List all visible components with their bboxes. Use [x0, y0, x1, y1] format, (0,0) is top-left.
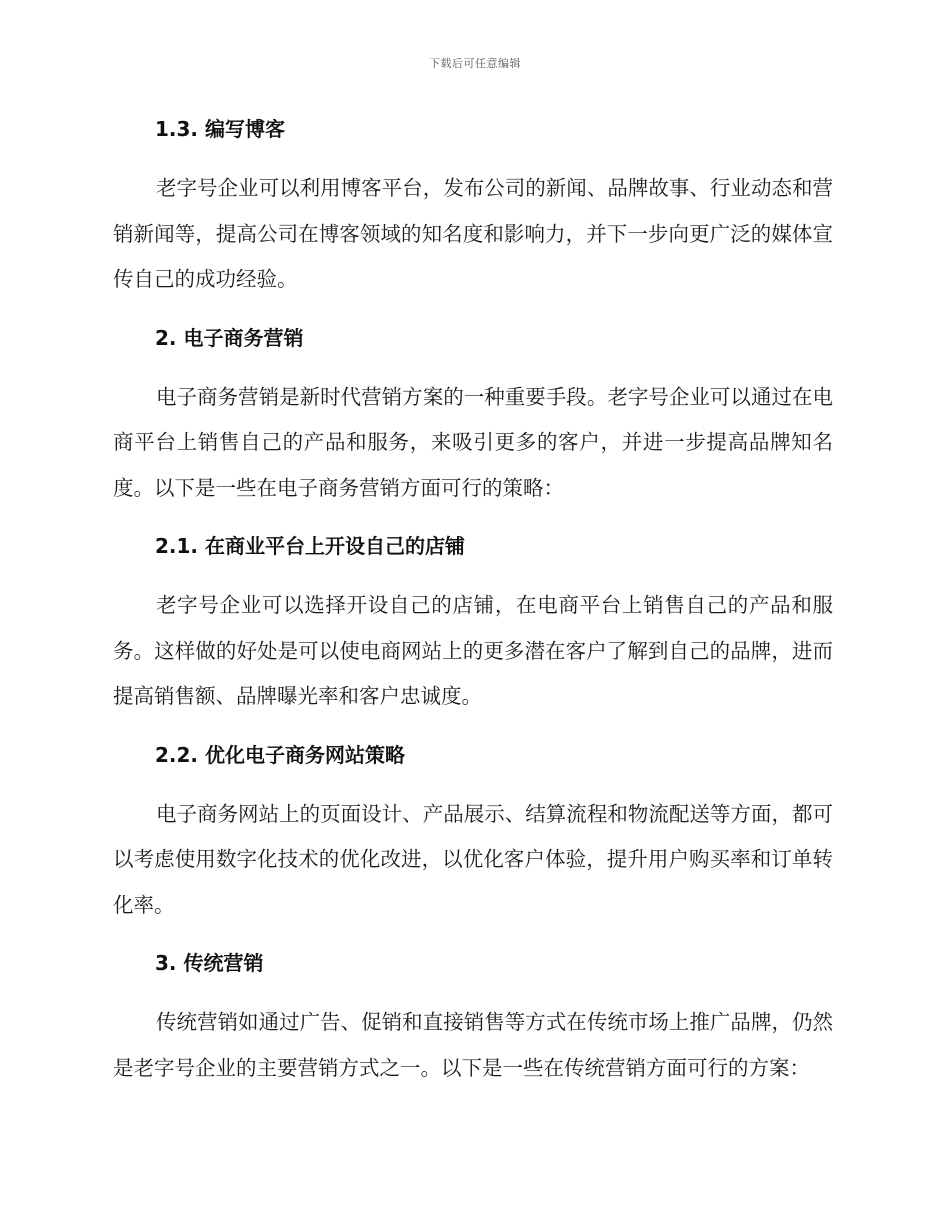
section-heading: 1.3. 编写博客 — [155, 117, 285, 141]
section-paragraph: 老字号企业可以选择开设自己的店铺，在电商平台上销售自己的产品和服务。这样做的好处是可以使电商网站上的更多潜在客户了解到自己的品牌，进而提高销售额、品牌曝光率和客户忠诚度。 — [113, 593, 833, 708]
section-heading: 2.2. 优化电子商务网站策略 — [155, 742, 405, 767]
page-header: 下载后可任意编辑 — [429, 57, 521, 70]
section-heading: 2.1. 在商业平台上开设自己的店铺 — [155, 534, 465, 558]
section-traditional — [113, 946, 833, 1091]
section-paragraph: 电子商务网站上的页面设计、产品展示、结算流程和物流配送等方面，都可以考虑使用数字化技术的优化改进，以优化客户体验，提升用户购买率和订单转化率。 — [113, 801, 833, 917]
section-paragraph: 传统营销如通过广告、促销和直接销售等方式在传统市场上推广品牌，仍然是老字号企业的主要营销方式之一。以下是一些在传统营销方面可行的方案： — [113, 1010, 833, 1080]
section-paragraph: 老字号企业可以利用博客平台，发布公司的新闻、品牌故事、行业动态和营销新闻等，提高公司在博客领域的知名度和影响力，并下一步向更广泛的媒体宣传自己的成功经验。 — [113, 176, 833, 291]
section-blog — [113, 112, 833, 303]
section-optimize-site — [113, 738, 833, 929]
section-paragraph: 电子商务营销是新时代营销方案的一种重要手段。老字号企业可以通过在电商平台上销售自己的产品和服务，来吸引更多的客户，并进一步提高品牌知名度。以下是一些在电子商务营销方面可行的策略： — [113, 384, 833, 500]
document-body — [113, 112, 833, 1091]
section-ecommerce — [113, 321, 833, 512]
section-heading: 2. 电子商务营销 — [155, 325, 304, 350]
section-heading: 3. 传统营销 — [155, 951, 264, 975]
section-open-store — [113, 529, 833, 720]
